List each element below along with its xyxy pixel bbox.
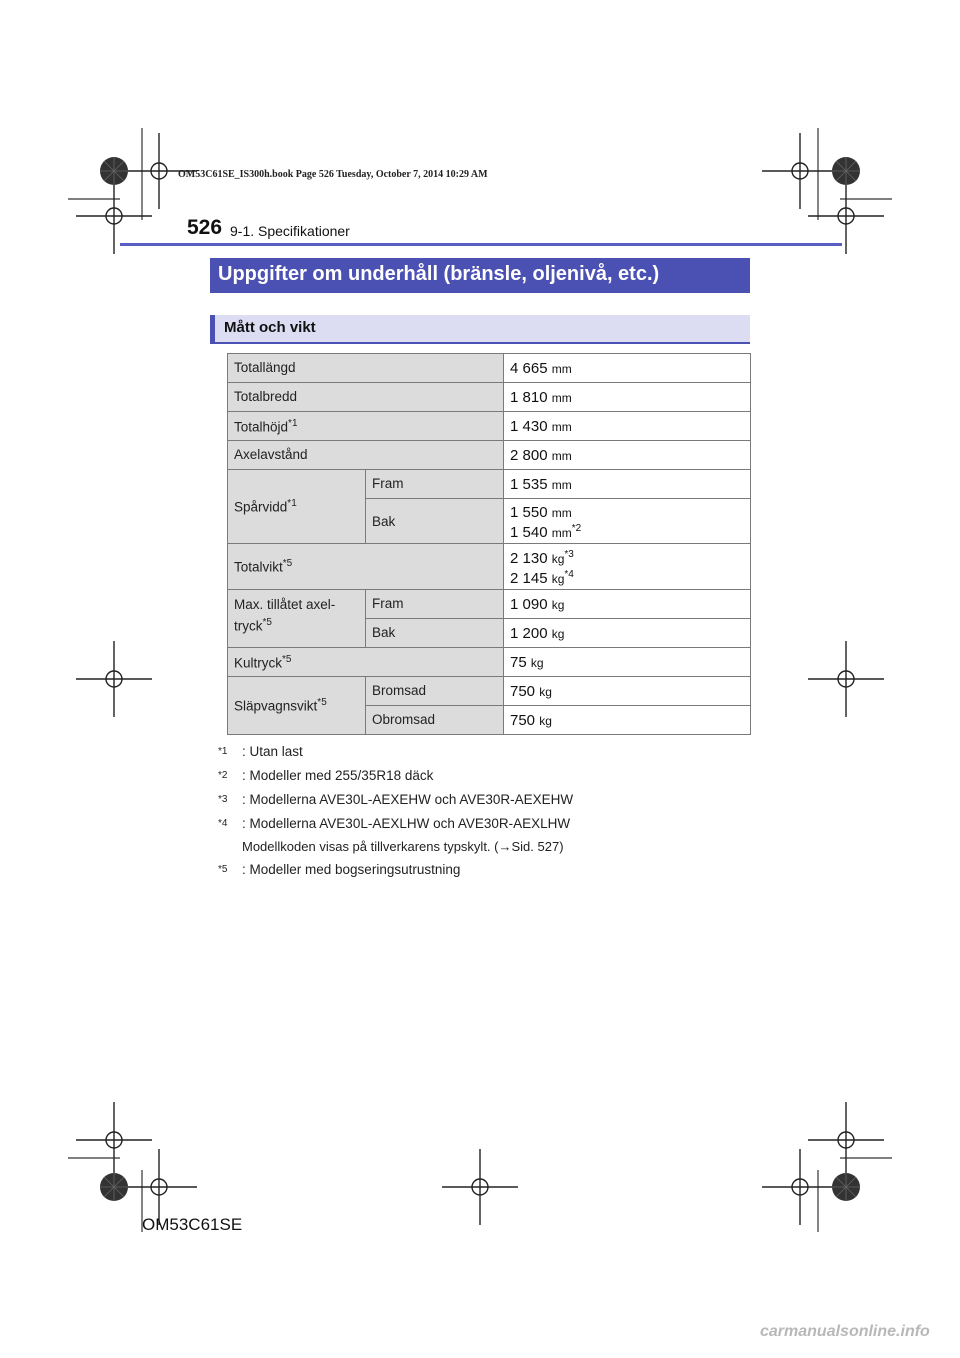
row-value: 2 130 $kg^{*3}$ 2 145 $kg^{*4}$ (504, 544, 751, 590)
watermark: carmanualsonline.info (760, 1323, 930, 1340)
footnotes (218, 740, 778, 882)
sub-heading-accent (210, 315, 215, 342)
sub-heading: Mått och vikt (224, 319, 316, 336)
footnote: *4 : Modellerna AVE30L-AEXLHW och AVE30R-AEXLHW (218, 816, 571, 831)
row-value: 1 550 mm 1 540 $mm^{*2}$ (504, 499, 751, 544)
footnote: *1 : Utan last (218, 744, 303, 759)
dimensions-weight-table (227, 353, 751, 735)
footnote: *3 : Modellerna AVE30L-AEXEHW och AVE30R-AEXEHW (218, 792, 574, 807)
row-label: Totalvikt$^{*5}$ (228, 544, 504, 590)
table-row (228, 383, 751, 412)
table-row (228, 354, 751, 383)
row-label: Totalbredd (228, 383, 504, 412)
row-label: Kultryck$^{*5}$ (228, 648, 504, 677)
table-row (228, 470, 751, 499)
row-sublabel: Fram (366, 590, 504, 619)
row-sublabel: Bromsad (366, 677, 504, 706)
sub-heading-banner (210, 315, 750, 344)
row-sublabel: Obromsad (366, 706, 504, 735)
row-sublabel: Bak (366, 619, 504, 648)
row-label: Totalhöjd$^{*1}$ (228, 412, 504, 441)
row-sublabel: Fram (366, 470, 504, 499)
row-label: Spårvidd$^{*1}$ (228, 470, 366, 544)
row-value: 1 810 mm (504, 383, 751, 412)
header-rule (120, 243, 842, 246)
footnote: *2 : Modeller med 255/35R18 däck (218, 768, 434, 783)
table-row (228, 648, 751, 677)
section-title: 9-1. Specifikationer (230, 223, 350, 239)
row-label: Max. tillåtet axel- tryck$^{*5}$ (228, 590, 366, 648)
footnote-detail: Modellkoden visas på tillverkarens typskylt. (→Sid. 527) (242, 839, 564, 854)
row-value: 2 800 mm (504, 441, 751, 470)
print-line: OM53C61SE_IS300h.book Page 526 Tuesday, October 7, 2014 10:29 AM (178, 169, 488, 180)
table-row (228, 441, 751, 470)
row-value: 75 kg (504, 648, 751, 677)
footer-code: OM53C61SE (142, 1215, 243, 1234)
page-number: 526 (187, 216, 223, 239)
table-row (228, 677, 751, 706)
footnote: *5 : Modeller med bogseringsutrustning (218, 862, 461, 877)
table-row (228, 544, 751, 590)
table-row (228, 590, 751, 619)
row-value: 1 430 mm (504, 412, 751, 441)
row-label: Axelavstånd (228, 441, 504, 470)
row-sublabel: Bak (366, 499, 504, 544)
row-value: 4 665 mm (504, 354, 751, 383)
row-label: Totallängd (228, 354, 504, 383)
row-value: 1 200 kg (504, 619, 751, 648)
row-value: 750 kg (504, 706, 751, 735)
row-value: 1 090 kg (504, 590, 751, 619)
table-row (228, 412, 751, 441)
row-value: 750 kg (504, 677, 751, 706)
row-label: Släpvagnsvikt$^{*5}$ (228, 677, 366, 735)
row-value: 1 535 mm (504, 470, 751, 499)
main-heading: Uppgifter om underhåll (bränsle, oljenivå, etc.) (210, 258, 750, 293)
